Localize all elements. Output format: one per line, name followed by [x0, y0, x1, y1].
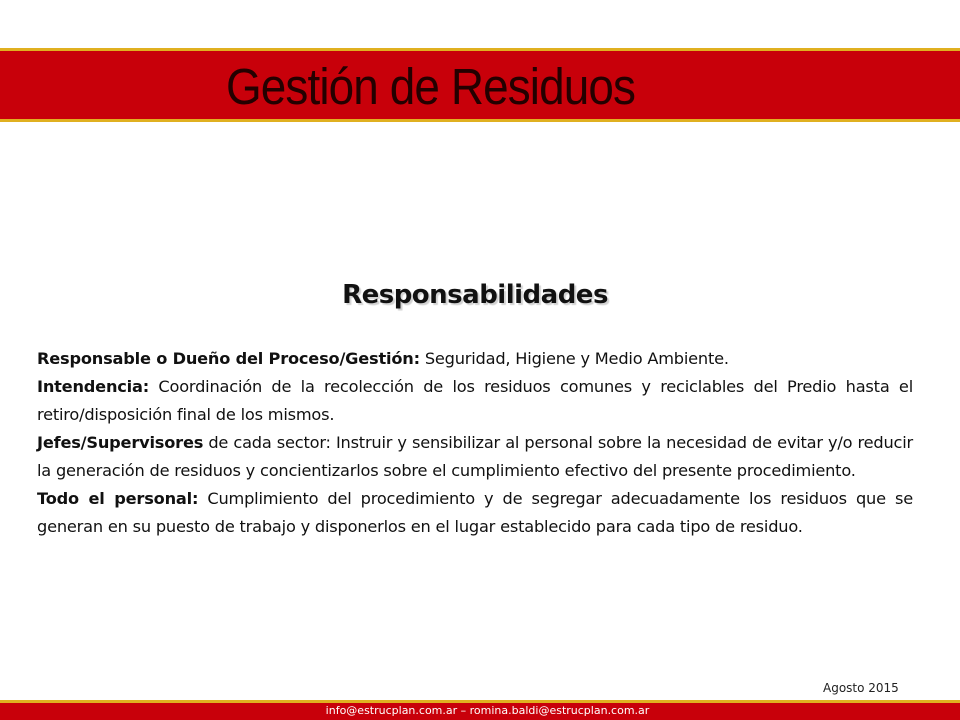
- section-heading: Responsabilidades: [342, 280, 608, 310]
- paragraph-personal: [37, 485, 913, 541]
- paragraph-text: Seguridad, Higiene y Medio Ambiente.: [419, 349, 729, 368]
- footer-banner: [0, 700, 960, 720]
- responsibilities-body: [37, 345, 913, 541]
- date-label: Agosto 2015: [823, 681, 899, 695]
- paragraph-text: Cumplimiento del procedimiento y de segregar adecuadamente los residuos que se generan en su puesto de trabajo y disponerlos en el lugar establecido para cada tipo de residuo.: [37, 489, 913, 536]
- paragraph-text: de cada sector: Instruir y sensibilizar al personal sobre la necesidad de evitar y/o reducir la generación de residuos y concientizarlos sobre el cumplimiento efectivo del presente procedimiento.: [37, 433, 913, 480]
- footer-contact: info@estrucplan.com.ar – romina.baldi@estrucplan.com.ar: [325, 704, 650, 717]
- paragraph-label: Jefes/Supervisores: [37, 433, 204, 452]
- paragraph-label: Todo el personal:: [37, 489, 199, 508]
- page-title: Gestión de Residuos: [226, 58, 636, 115]
- title-banner: [0, 48, 960, 122]
- paragraph-intendencia: [37, 373, 913, 429]
- paragraph-label: Responsable o Dueño del Proceso/Gestión:: [37, 349, 420, 368]
- paragraph-responsable: [37, 345, 913, 373]
- paragraph-jefes: [37, 429, 913, 485]
- paragraph-text: Coordinación de la recolección de los residuos comunes y reciclables del Predio hasta el retiro/disposición final de los mismos.: [37, 377, 913, 424]
- paragraph-label: Intendencia:: [37, 377, 150, 396]
